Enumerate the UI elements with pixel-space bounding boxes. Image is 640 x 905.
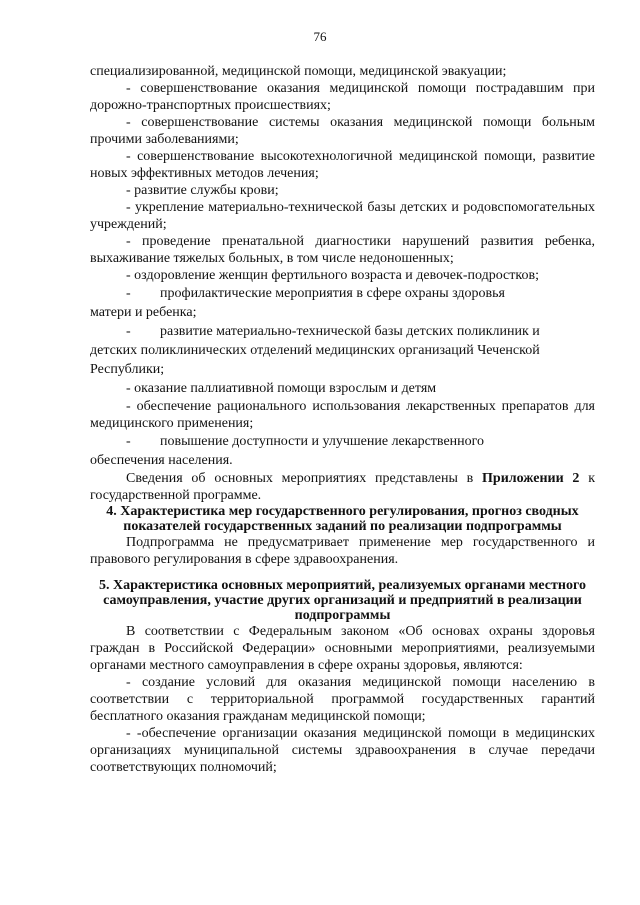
appendix-reference: Приложении 2 bbox=[482, 471, 580, 486]
paragraph: В соответствии с Федеральным законом «Об основах охраны здоровья граждан в Российской Федерации» основными мероприятиями, реализуемыми органами местного самоуправления в сфере охраны здоровья, являются: bbox=[90, 624, 595, 673]
bullet-item: - обеспечение рационального использования лекарственных препаратов для медицинского применения; bbox=[90, 399, 595, 431]
bullet-text: развитие материально-технической базы детских поликлиник и bbox=[160, 324, 540, 339]
bullet-item: - совершенствование высокотехнологичной медицинской помощи, развитие новых эффективных методов лечения; bbox=[90, 149, 595, 181]
bullet-text-continued: обеспечения населения. bbox=[90, 453, 233, 468]
section-heading-4: 4. Характеристика мер государственного регулирования, прогноз сводных показателей государственных заданий по реализации подпрограммы bbox=[106, 504, 579, 534]
section-heading-5: 5. Характеристика основных мероприятий, реализуемых органами местного самоуправления, участие других организаций и предприятий в реализации подпрограммы bbox=[99, 578, 586, 623]
bullet-dash: - bbox=[126, 434, 131, 449]
bullet-dash: - bbox=[126, 324, 131, 339]
bullet-item: - проведение пренатальной диагностики нарушений развития ребенка, выхаживание тяжелых больных, в том числе недоношенных; bbox=[90, 234, 595, 266]
spacer bbox=[90, 568, 595, 578]
paragraph bbox=[90, 470, 595, 504]
bullet-item: - развитие службы крови; bbox=[126, 183, 279, 198]
bullet-item: - создание условий для оказания медицинской помощи населению в соответствии с территориальной программой государственных гарантий бесплатного оказания гражданам медицинской помощи; bbox=[90, 675, 595, 724]
bullet-item bbox=[90, 432, 595, 470]
bullet-text-continued: детских поликлинических отделений медицинских организаций Чеченской Республики; bbox=[90, 343, 540, 377]
page-body bbox=[90, 63, 595, 776]
bullet-item: - укрепление материально-технической базы детских и родовспомогательных учреждений; bbox=[90, 200, 595, 232]
bullet-text: повышение доступности и улучшение лекарственного bbox=[160, 434, 485, 449]
paragraph: специализированной, медицинской помощи, медицинской эвакуации; bbox=[90, 64, 507, 79]
bullet-dash: - bbox=[126, 286, 131, 301]
bullet-item: - совершенствование системы оказания медицинской помощи больным прочими заболеваниями; bbox=[90, 115, 595, 147]
bullet-item: - совершенствование оказания медицинской помощи пострадавшим при дорожно-транспортных происшествиях; bbox=[90, 81, 595, 113]
bullet-item: - оказание паллиативной помощи взрослым и детям bbox=[126, 381, 437, 396]
text-run: Сведения об основных мероприятиях представлены в bbox=[126, 471, 483, 486]
bullet-text-continued: матери и ребенка; bbox=[90, 305, 197, 320]
bullet-item bbox=[90, 284, 595, 322]
bullet-item: - оздоровление женщин фертильного возраста и девочек-подростков; bbox=[126, 268, 539, 283]
text-run: к государственной программе. bbox=[90, 471, 595, 503]
paragraph: Подпрограмма не предусматривает применение мер государственного и правового регулирования в сфере здравоохранения. bbox=[90, 535, 595, 567]
bullet-item: - -обеспечение организации оказания медицинской помощи в медицинских организациях муниципальной системы здравоохранения в случае передачи соответствующих полномочий; bbox=[90, 726, 595, 775]
page-number: 76 bbox=[313, 29, 327, 44]
bullet-item bbox=[90, 322, 595, 379]
bullet-text: профилактические мероприятия в сфере охраны здоровья bbox=[160, 286, 505, 301]
